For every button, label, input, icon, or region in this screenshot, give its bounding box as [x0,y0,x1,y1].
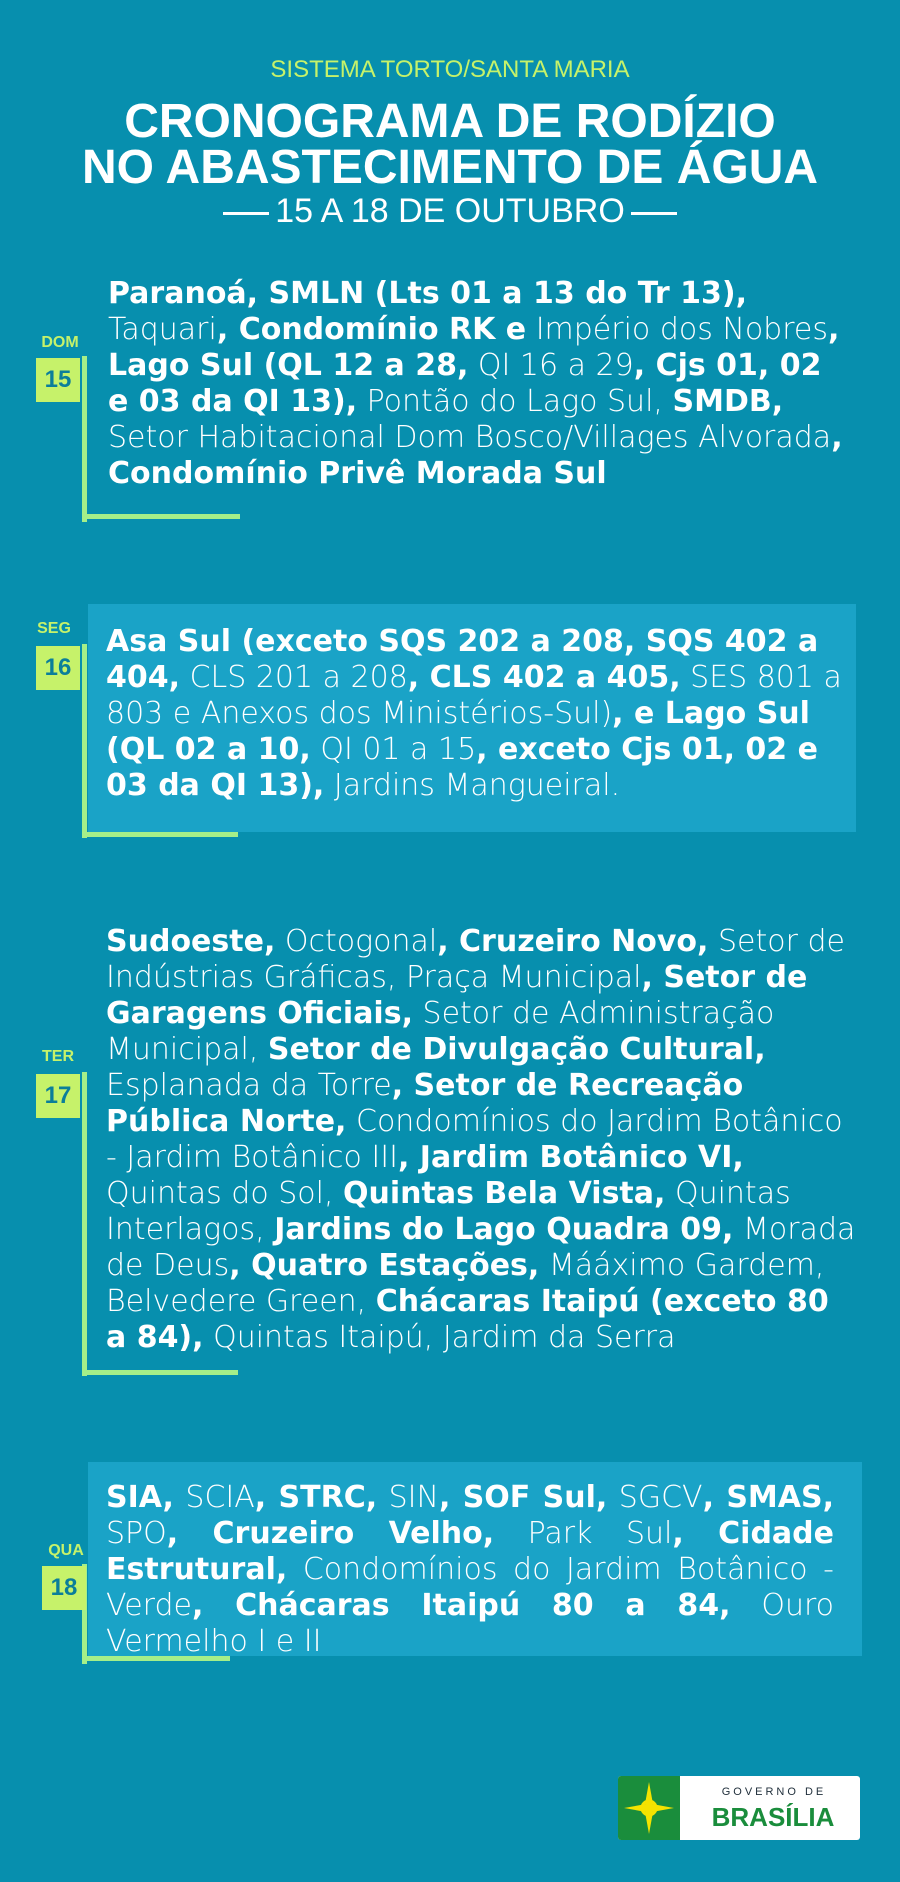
day-number: 15 [36,358,80,402]
logo-bottom-text: BRASÍLIA [711,1802,835,1832]
day-name: TER [42,1048,74,1065]
day-number: 16 [36,646,80,690]
timeline-vertical [82,644,87,838]
day-number: 18 [42,1566,86,1610]
timeline-horizontal [82,1370,238,1375]
block-text: SIA, SCIA, STRC, SIN, SOF Sul, SGCV, SMAS, SPO, Cruzeiro Velho, Park Sul, Cidade Estrutural, Condomínios do Jardim Botânico - Verde, Chácaras Itaipú 80 a 84, Ouro Vermelho I e II [106,1480,835,1659]
timeline-vertical [82,1072,87,1376]
dash-right [631,212,677,215]
flag-icon [618,1776,680,1840]
timeline-vertical [82,356,87,522]
block-text: Paranoá, SMLN (Lts 01 a 13 do Tr 13), Taquari, Condomínio RK e Império dos Nobres, Lago Sul (QL 12 a 28, QI 16 a 29, Cjs 01, 02 e 03 da QI 13), Pontão do Lago Sul, SMDB, Setor Habitacional Dom Bosco/Villages Alvorada, Condomínio Privê Morada Sul [108,276,843,491]
subtitle: SISTEMA TORTO/SANTA MARIA [270,56,630,83]
dash-left [223,212,269,215]
block-text: Asa Sul (exceto SQS 202 a 208, SQS 402 a 404, CLS 201 a 208, CLS 402 a 405, SES 801 a 803 e Anexos dos Ministérios-Sul), e Lago Sul (QL 02 a 10, QI 01 a 15, exceto Cjs 01, 02 e 03 da QI 13), Jardins Mangueiral. [106,624,842,803]
day-name: QUA [48,1542,84,1559]
date-range [0,192,900,231]
date-range-text: 15 A 18 DE OUTUBRO [275,192,625,230]
title-line-2: NO ABASTECIMENTO DE ÁGUA [81,141,819,194]
title-line-1: CRONOGRAMA DE RODÍZIO [124,95,776,148]
logo-top-text: GOVERNO DE [721,1786,827,1798]
governo-de-brasilia-logo [618,1776,860,1840]
day-name: SEG [37,620,71,637]
day-number: 17 [36,1074,80,1118]
timeline-horizontal [82,514,240,519]
day-name: DOM [41,334,79,351]
timeline-horizontal [82,832,238,837]
block-text: Sudoeste, Octogonal, Cruzeiro Novo, Setor de Indústrias Gráficas, Praça Municipal, Setor de Garagens Oficiais, Setor de Administração Municipal, Setor de Divulgação Cultural, Esplanada da Torre, Setor de Recreação Pública Norte, Condomínios do Jardim Botânico - Jardim Botânico III, Jardim Botânico VI, Quintas do Sol, Quintas Bela Vista, Quintas Interlagos, Jardins do Lago Quadra 09, Morada de Deus, Quatro Estações, Mááximo Gardem, Belvedere Green, Chácaras Itaipú (exceto 80 a 84), Quintas Itaipú, Jardim da Serra [106,924,856,1355]
